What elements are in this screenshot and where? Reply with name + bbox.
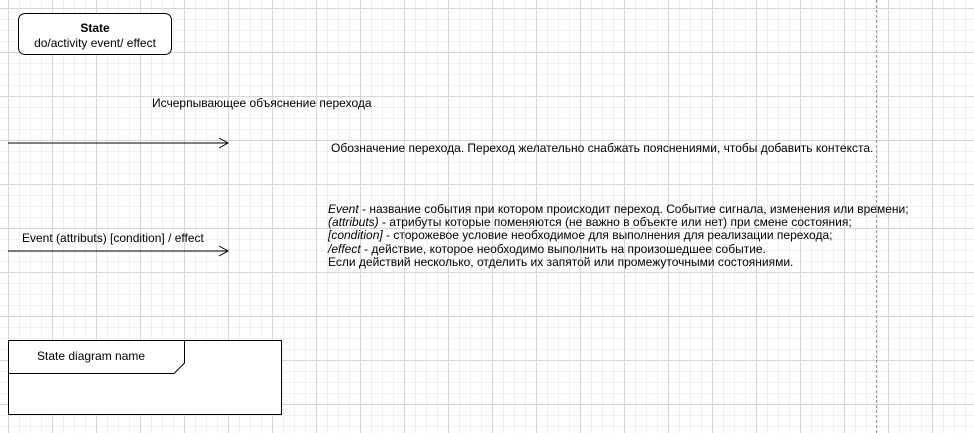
legend-description — [328, 203, 909, 269]
transition-heading: Исчерпывающее объяснение перехода — [152, 96, 372, 110]
legend-line-condition: [condition] - сторожевое условие необходимое для выполнения для реализации перехода; — [328, 228, 833, 243]
legend-line-multiple: Если действий несколько, отделить их запятой или промежуточными состояниями. — [328, 254, 794, 269]
state-title: State — [80, 21, 110, 35]
plain-transition-arrow[interactable] — [8, 136, 232, 150]
diagram-frame[interactable] — [8, 340, 282, 415]
legend-line-effect: /effect - действие, которое необходимо выполнить на произошедшее событие. — [328, 241, 766, 256]
transition-note: Обозначение перехода. Переход желательно снабжать пояснениями, чтобы добавить контекста. — [331, 141, 874, 155]
state-body: do/activity event/ effect — [34, 36, 156, 50]
state-node[interactable] — [18, 13, 172, 55]
labeled-transition-arrow[interactable] — [8, 244, 232, 258]
transition-label: Event (attributs) [condition] / effect — [22, 231, 204, 245]
legend-line-attributs: (attributs) - атрибуты которые поменяются (не важно в объекте или нет) при смене состояния; — [328, 215, 852, 230]
frame-name: State diagram name — [37, 349, 146, 363]
legend-line-event: Event - название события при котором происходит переход. Событие сигнала, изменения или времени; — [328, 202, 909, 216]
